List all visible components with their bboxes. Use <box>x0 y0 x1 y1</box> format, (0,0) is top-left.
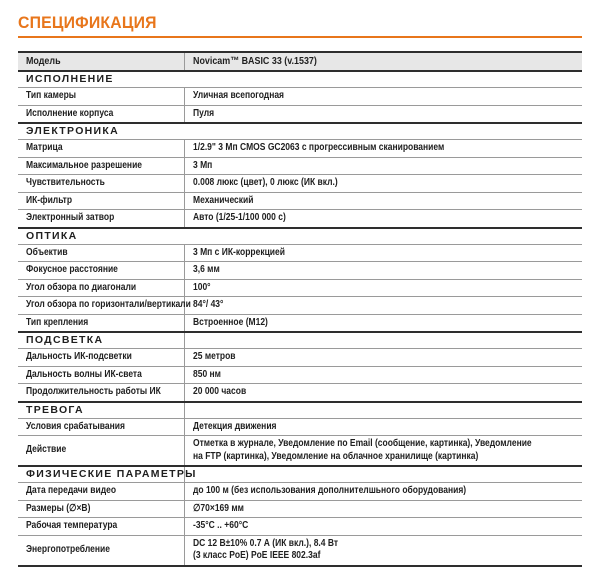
spec-value-cell <box>185 483 582 500</box>
spec-value: Механический <box>193 194 254 206</box>
spec-label-cell <box>18 483 185 500</box>
section-title-cell <box>18 333 185 348</box>
spec-value-cell <box>185 210 582 227</box>
section-empty-cell <box>185 229 582 244</box>
section-header-row <box>18 70 582 87</box>
model-value-cell <box>185 53 582 70</box>
spec-value-cell <box>185 158 582 175</box>
spec-value: 25 метров <box>193 351 236 362</box>
spec-row <box>18 157 582 175</box>
spec-label: Исполнение корпуса <box>26 107 114 119</box>
section-title-cell <box>18 124 185 139</box>
spec-label: Дата передачи видео <box>26 485 117 496</box>
section-title-cell <box>18 229 185 244</box>
spec-value: Пуля <box>193 107 215 119</box>
spec-value-cell <box>185 501 582 518</box>
spec-row <box>18 105 582 123</box>
spec-value-line: (3 класс PoE) PoE IEEE 802.3af <box>193 550 321 561</box>
spec-value-cell <box>185 436 593 465</box>
spec-row <box>18 314 582 332</box>
spec-value: 0.008 люкс (цвет), 0 люкс (ИК вкл.) <box>193 177 338 188</box>
spec-value-cell <box>185 106 582 123</box>
spec-row <box>18 279 582 297</box>
spec-label-cell <box>18 245 185 262</box>
section-title: ЭЛЕКТРОНИКА <box>26 125 119 137</box>
section-title: ОПТИКА <box>26 229 78 242</box>
spec-value-cell <box>185 315 582 332</box>
section-title: ФИЗИЧЕСКИЕ ПАРАМЕТРЫ <box>26 468 197 480</box>
spec-value: ∅70×169 мм <box>193 502 244 514</box>
section-header-row <box>18 465 582 482</box>
section-empty-cell <box>185 403 582 418</box>
spec-row <box>18 192 582 210</box>
spec-value: -35°C .. +60°C <box>193 520 249 531</box>
model-label: Модель <box>26 55 61 68</box>
spec-label-cell <box>18 297 191 314</box>
spec-label-cell <box>18 158 185 175</box>
spec-value: 3 Мп с ИК-коррекцией <box>193 246 285 258</box>
spec-row <box>18 383 582 401</box>
spec-value: 3 Мп <box>193 159 213 171</box>
section-header-row <box>18 401 582 418</box>
spec-value-line: Отметка в журнале, Уведомление по Email (сообщение, картинка), Уведомление <box>193 438 532 449</box>
spec-label-cell <box>18 536 185 565</box>
spec-value: 850 нм <box>193 368 221 380</box>
spec-label-cell <box>18 436 185 465</box>
spec-label: Условия срабатывания <box>26 420 125 432</box>
spec-label-cell <box>18 140 185 157</box>
spec-label-cell <box>18 367 185 384</box>
spec-value: 3,6 мм <box>193 264 220 275</box>
spec-value-cell <box>185 175 582 192</box>
spec-label: Энергопотребление <box>26 543 110 555</box>
spec-value-cell <box>185 280 582 297</box>
section-empty-cell <box>185 467 582 482</box>
spec-row <box>18 500 582 518</box>
spec-label-cell <box>18 518 185 535</box>
spec-row <box>18 348 582 366</box>
spec-label-cell <box>18 210 185 227</box>
spec-row <box>18 296 582 314</box>
spec-label: Матрица <box>26 142 63 153</box>
spec-value-cell <box>185 419 582 436</box>
spec-table <box>18 51 582 567</box>
section-empty-cell <box>185 72 582 87</box>
spec-value-cell <box>185 140 582 157</box>
spec-label-cell <box>18 280 185 297</box>
section-title: ТРЕВОГА <box>26 403 84 416</box>
page-title: СПЕЦИФИКАЦИЯ <box>18 13 157 32</box>
model-value: Novicam™ BASIC 33 (v.1537) <box>193 55 317 68</box>
section-header-row <box>18 227 582 244</box>
spec-value: 1/2.9" 3 Мп CMOS GC2063 с прогрессивным сканированием <box>193 142 445 153</box>
spec-label: Дальность ИК-подсветки <box>26 351 132 362</box>
section-header-row <box>18 122 582 139</box>
spec-label: Продолжительность работы ИК <box>26 386 161 397</box>
section-empty-cell <box>185 124 582 139</box>
spec-label: Размеры (∅×В) <box>26 502 91 514</box>
spec-label: Дальность волны ИК-света <box>26 368 142 380</box>
spec-label: Электронный затвор <box>26 212 115 223</box>
spec-label: Чувствительность <box>26 177 105 188</box>
spec-row <box>18 87 582 105</box>
spec-label: Угол обзора по диагонали <box>26 281 137 293</box>
spec-value-cell <box>185 536 582 565</box>
spec-row <box>18 535 582 565</box>
spec-value-cell <box>185 88 582 105</box>
spec-value-cell <box>185 367 582 384</box>
spec-value: Детекция движения <box>193 420 277 432</box>
spec-row <box>18 139 582 157</box>
spec-row <box>18 418 582 436</box>
spec-label-cell <box>18 175 185 192</box>
spec-row <box>18 435 582 465</box>
spec-value: 20 000 часов <box>193 386 247 397</box>
spec-value-line: DC 12 В±10% 0.7 А (ИК вкл.), 8.4 Вт <box>193 537 339 549</box>
spec-label-cell <box>18 262 185 279</box>
spec-label-cell <box>18 419 185 436</box>
spec-row <box>18 261 582 279</box>
spec-label-cell <box>18 106 185 123</box>
spec-row <box>18 517 582 535</box>
spec-label: Тип крепления <box>26 316 89 328</box>
section-title: ИСПОЛНЕНИЕ <box>26 73 114 85</box>
spec-value-cell <box>185 518 582 535</box>
spec-label-cell <box>18 193 185 210</box>
section-header-row <box>18 331 582 348</box>
spec-value-cell <box>185 297 582 314</box>
spec-label: Тип камеры <box>26 90 77 101</box>
spec-label: Фокусное расстояние <box>26 264 118 275</box>
spec-value-cell <box>185 193 582 210</box>
spec-row <box>18 209 582 227</box>
spec-value: Авто (1/25-1/100 000 с) <box>193 212 286 223</box>
spec-value: 84°/ 43° <box>193 299 224 310</box>
spec-label-cell <box>18 501 185 518</box>
spec-row <box>18 482 582 500</box>
spec-label: Максимальное разрешение <box>26 159 143 171</box>
spec-label: Объектив <box>26 246 68 258</box>
spec-value-cell <box>185 384 582 401</box>
spec-value: 100° <box>193 281 211 293</box>
spec-value: Встроенное (М12) <box>193 316 268 328</box>
model-label-cell <box>18 53 185 70</box>
section-title: ПОДСВЕТКА <box>26 334 104 346</box>
section-empty-cell <box>185 333 582 348</box>
spec-value: до 100 м (без использования дополнителшьного оборудования) <box>193 485 467 496</box>
spec-label: Рабочая температура <box>26 520 118 531</box>
spec-value: Уличная всепогодная <box>193 90 285 101</box>
spec-label-cell <box>18 349 185 366</box>
section-title-cell <box>18 403 185 418</box>
spec-label: ИК-фильтр <box>26 194 73 206</box>
spec-label: Угол обзора по горизонтали/вертикали <box>26 299 191 310</box>
spec-label-cell <box>18 384 185 401</box>
model-row <box>18 51 582 70</box>
spec-row <box>18 244 582 262</box>
spec-value-cell <box>185 245 582 262</box>
spec-row <box>18 174 582 192</box>
title-rule <box>18 36 582 38</box>
section-title-cell <box>18 72 185 87</box>
spec-label-cell <box>18 315 185 332</box>
section-title-cell <box>18 467 197 482</box>
spec-value-cell <box>185 349 582 366</box>
spec-value-line: на FTP (картинка), Уведомление на облачное хранилище (картинка) <box>193 450 479 462</box>
spec-row <box>18 366 582 384</box>
spec-value-cell <box>185 262 582 279</box>
spec-label: Действие <box>26 444 67 456</box>
spec-label-cell <box>18 88 185 105</box>
